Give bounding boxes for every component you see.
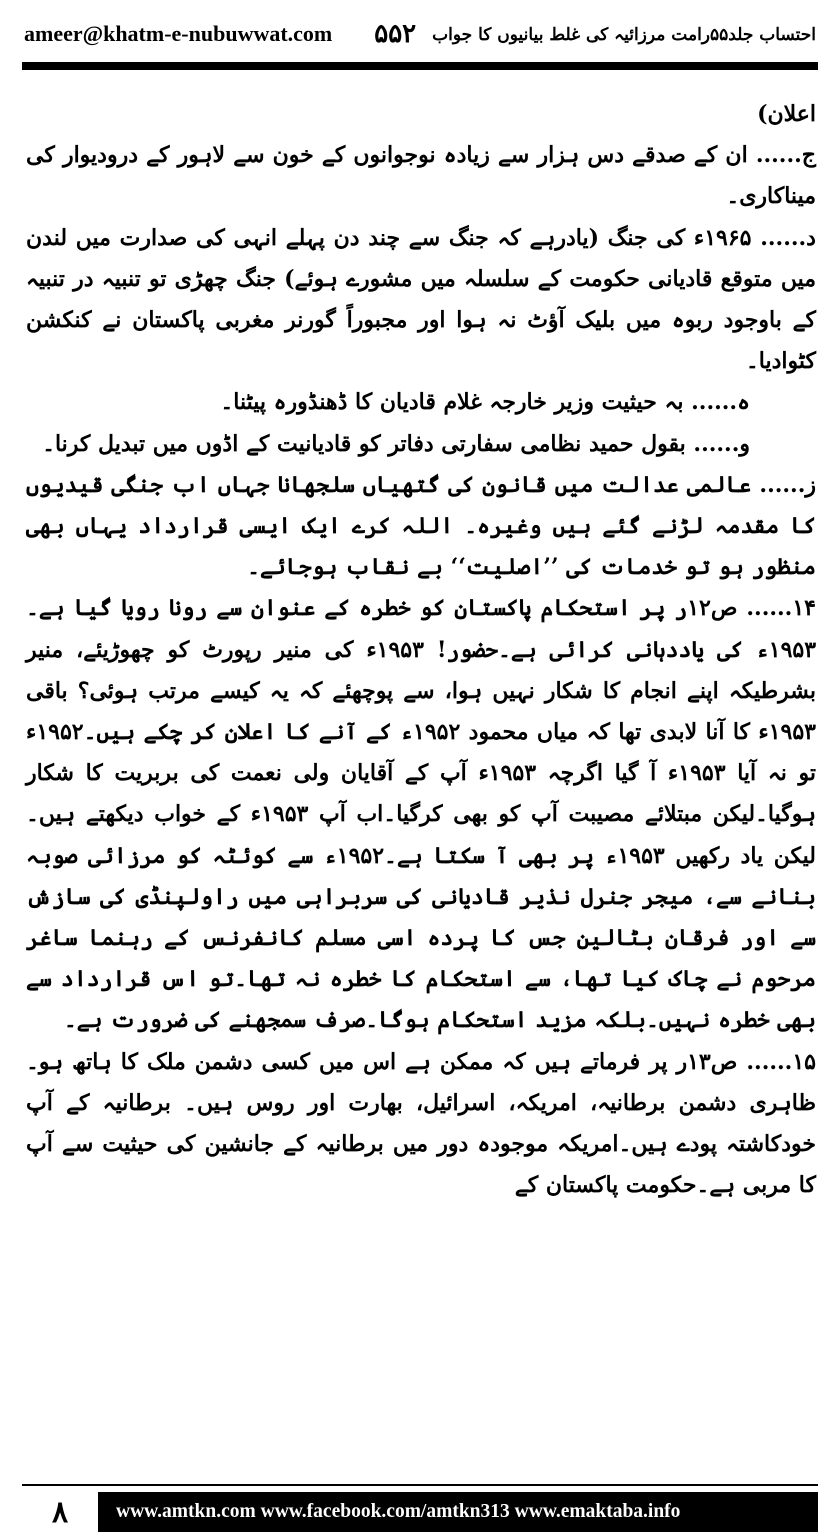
paragraph: [26, 424, 816, 465]
footer-bar: [22, 1492, 818, 1532]
item-label: ز......: [759, 471, 817, 498]
paragraph: [26, 465, 816, 589]
header-email: ameer@khatm-e-nubuwwat.com: [24, 21, 333, 46]
paragraph-text: ۱۹۶۵ء کی جنگ (یادرہے کہ جنگ سے چند دن پہلے انہی کی صدارت میں لندن میں متوقع قادیانی حکومت کے سلسلہ میں مشورے ہوئے) جنگ چھڑی تو تنبیہ در تنبیہ کے باوجود ربوہ میں بلیک آؤٹ نہ ہوا اور مجبوراً گورنر مغربی پاکستان نے کنکشن کٹوادیا۔: [26, 224, 816, 375]
paragraph-text: بقول حمید نظامی سفارتی دفاتر کو قادیانیت کے اڈوں میں تبدیل کرنا۔: [42, 430, 686, 457]
paragraph: [26, 218, 816, 383]
item-label: ج......: [755, 142, 816, 169]
footer-rule: [22, 1484, 818, 1486]
paragraph-text: ص۱۲ر پر استحکام پاکستان کو خطرہ کے عنوان سے رونا رویا گیا ہے۔۱۹۵۳ء کی یاددہانی کرائی ہے۔حضور! ۱۹۵۳ء کی منیر رپورٹ کو چھوڑیئے، منیر بشرطیکہ اپنے انجام کا شکار نہیں ہوا، سے پوچھئے کہ یہ کیسے مرتب ہوئی؟ باقی ۱۹۵۳ء کا آنا لابدی تھا کہ میاں محمود ۱۹۵۲ء کے آنے کا اعلان کر چکے ہیں۔۱۹۵۲ء تو نہ آیا ۱۹۵۳ء آ گیا اگرچہ ۱۹۵۳ء آپ کے آقایان ولی نعمت کی بربریت کا شکار ہوگیا۔لیکن مبتلائے مصیبت آپ کو بھی کرگیا۔اب آپ ۱۹۵۳ء کے خواب دیکھتے ہیں۔لیکن یاد رکھیں ۱۹۵۳ء پر بھی آ سکتا ہے۔۱۹۵۲ء سے کوئٹہ کو مرزائی صوبہ بنانے سے، میجر جنرل نذیر قادیانی کی سربراہی میں راولپنڈی کی سازش سے اور فرقان بٹالین جس کا پردہ اسی مسلم کانفرنس کے رہنما ساغر مرحوم نے چاک کیا تھا، سے استحکام کا خطرہ نہ تھا۔تو اس قرارداد سے بھی خطرہ نہیں۔بلکہ مزید استحکام ہوگا۔صرف سمجھنے کی ضرورت ہے۔: [26, 595, 817, 1034]
header-title: احتساب جلد۵۵رامت مرزائیہ کی غلط بیانیوں کا جواب: [432, 24, 816, 45]
footer-links: www.amtkn.com www.facebook.com/amtkn313 www.emaktaba.info: [116, 1501, 681, 1522]
item-label: و......: [693, 430, 750, 457]
paragraph: [26, 588, 816, 1041]
paragraph-text: عالمی عدالت میں قانون کی گتھیاں سلجھانا جہاں اب جنگی قیدیوں کا مقدمہ لڑنے گئے ہیں وغیرہ۔ اللہ کرے ایک ایسی قرارداد یہاں بھی منظور ہو تو خدمات کی ’’اصلیت‘‘ بے نقاب ہوجائے۔: [26, 471, 816, 581]
paragraph: [26, 94, 816, 135]
footer-page-number: ۸: [22, 1486, 98, 1538]
paragraph-text: بہ حیثیت وزیر خارجہ غلام قادیان کا ڈھنڈورہ پیٹنا۔: [220, 389, 684, 416]
paragraph: [26, 1042, 816, 1207]
paragraph: [26, 382, 816, 423]
item-label: ۱۴......: [746, 595, 816, 622]
item-label: د......: [760, 224, 816, 251]
paragraph-text: ان کے صدقے دس ہزار سے زیادہ نوجوانوں کے خون سے لاہور کے درودیوار کی میناکاری۔: [26, 142, 816, 210]
paragraph-text: ص۱۳ر پر فرماتے ہیں کہ ممکن ہے اس میں کسی دشمن ملک کا ہاتھ ہو۔ظاہری دشمن برطانیہ، امریکہ، اسرائیل، بھارت اور روس ہیں۔ برطانیہ کے آپ خودکاشتہ پودے ہیں۔امریکہ موجودہ دور میں برطانیہ کے جانشین کی حیثیت سے آپ کا مربی ہے۔حکومت پاکستان کے: [26, 1048, 816, 1199]
header-title-group: [374, 19, 816, 49]
body-text: [26, 94, 816, 1206]
paragraph-text: اعلان): [757, 101, 816, 127]
page-header: [24, 14, 816, 54]
header-rule: [22, 62, 818, 70]
item-label: ہ......: [691, 389, 750, 416]
page-number: ۵۵۲: [374, 19, 417, 49]
paragraph: [26, 135, 816, 217]
item-label: ۱۵......: [746, 1048, 816, 1075]
